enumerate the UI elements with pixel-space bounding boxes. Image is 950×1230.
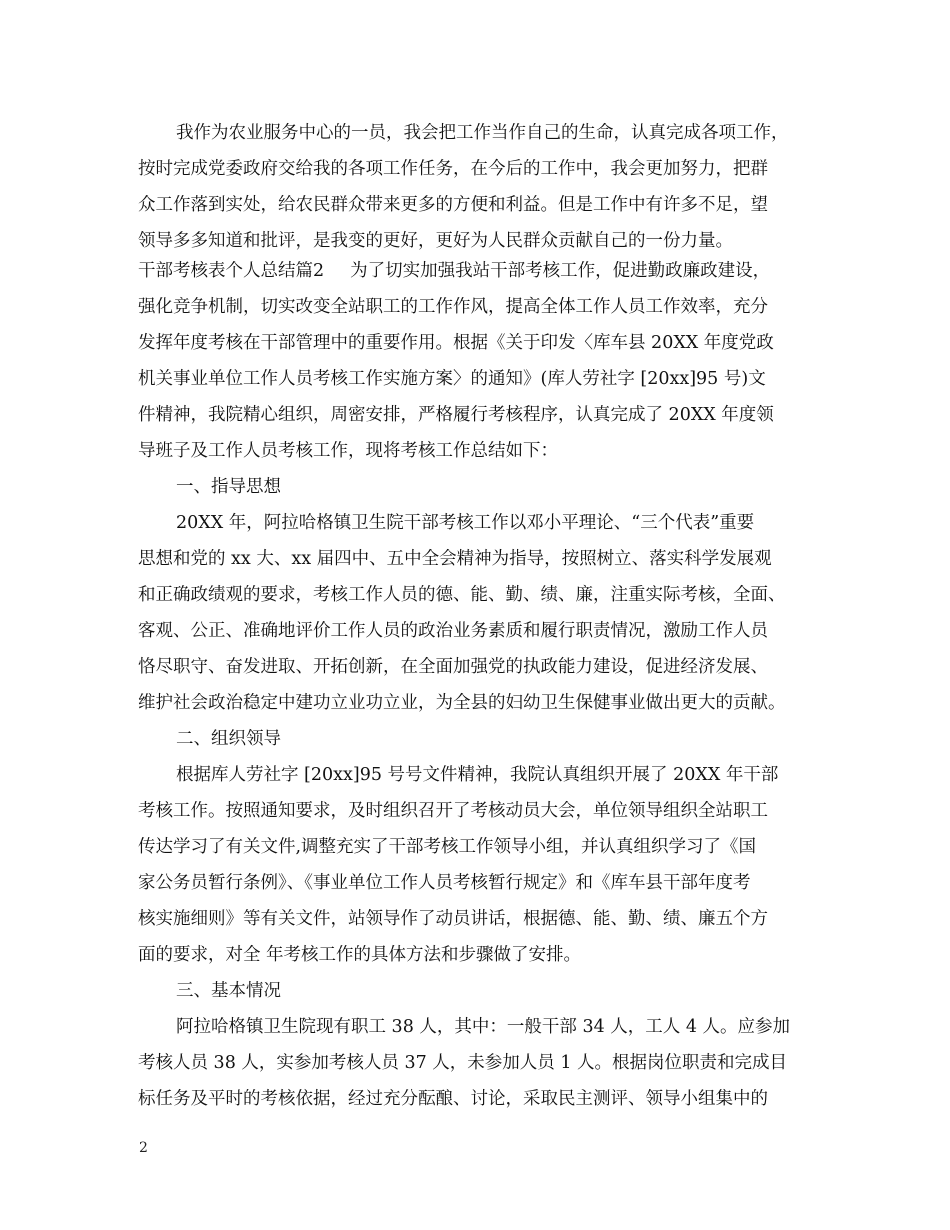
paragraph-line: 维护社会政治稳定中建功立业功立业，为全县的妇幼卫生保健事业做出更大的贡献。 <box>138 693 786 713</box>
paragraph-line: 考核人员 38 人，实参加考核人员 37 人，未参加人员 1 人。根据岗位职责和完成目 <box>138 1053 788 1073</box>
paragraph-line: 标任务及平时的考核依据，经过充分酝酿、讨论，采取民主测评、领导小组集中的 <box>138 1089 768 1109</box>
document-body <box>138 115 823 1117</box>
paragraph-line: 件精神，我院精心组织，周密安排，严格履行考核程序，认真完成了 20XX 年度领 <box>138 405 774 425</box>
paragraph-line: 发挥年度考核在干部管理中的重要作用。根据《关于印发〈库车县 20XX 年度党政 <box>138 333 774 353</box>
section-heading: 一、指导思想 <box>176 477 281 497</box>
paragraph-line: 和正确政绩观的要求，考核工作人员的德、能、勤、绩、廉，注重实际考核，全面、 <box>138 585 786 605</box>
paragraph-line: 机关事业单位工作人员考核工作实施方案〉的通知》(库人劳社字 [20xx]95 号)文 <box>138 369 766 389</box>
paragraph-line: 核实施细则》等有关文件，站领导作了动员讲话，根据德、能、勤、绩、廉五个方 <box>138 909 768 929</box>
page-number: 2 <box>139 1140 148 1156</box>
paragraph-line <box>138 253 823 289</box>
paragraph-line: 按时完成党委政府交给我的各项工作任务，在今后的工作中，我会更加努力，把群 <box>138 159 768 179</box>
paragraph-line: 思想和党的 xx 大、xx 届四中、五中全会精神为指导，按照树立、落实科学发展观 <box>138 549 772 569</box>
paragraph-line: 领导多多知道和批评，是我变的更好，更好为人民群众贡献自己的一份力量。 <box>138 231 733 251</box>
paragraph-line: 面的要求，对全 年考核工作的具体方法和步骤做了安排。 <box>138 945 582 965</box>
paragraph-line: 考核工作。按照通知要求，及时组织召开了考核动员大会，单位领导组织全站职工 <box>138 801 768 821</box>
section-heading: 三、基本情况 <box>176 981 281 1001</box>
paragraph-line: 20XX 年，阿拉哈格镇卫生院干部考核工作以邓小平理论、“三个代表”重要 <box>176 513 755 533</box>
paragraph-line: 导班子及工作人员考核工作，现将考核工作总结如下： <box>138 441 558 461</box>
paragraph-line: 客观、公正、准确地评价工作人员的政治业务素质和履行职责情况，激励工作人员 <box>138 621 768 641</box>
paragraph-line: 根据库人劳社字 [20xx]95 号号文件精神，我院认真组织开展了 20XX 年干部 <box>176 765 779 785</box>
paragraph-line: 恪尽职守、奋发进取、开拓创新，在全面加强党的执政能力建设，促进经济发展、 <box>138 657 768 677</box>
paragraph-line: 家公务员暂行条例》、《事业单位工作人员考核暂行规定》和《库车县干部年度考 <box>138 873 751 893</box>
paragraph-line: 强化竞争机制，切实改变全站职工的工作作风，提高全体工作人员工作效率，充分 <box>138 297 768 317</box>
paragraph-text: 为了切实加强我站干部考核工作，促进勤政廉政建设， <box>350 261 771 281</box>
paragraph-line: 传达学习了有关文件,调整充实了干部考核工作领导小组，并认真组织学习了《国 <box>138 837 757 857</box>
paragraph-line: 众工作落到实处，给农民群众带来更多的方便和利益。但是工作中有许多不足，望 <box>138 195 768 215</box>
paragraph-line: 阿拉哈格镇卫生院现有职工 38 人，其中：一般干部 34 人，工人 4 人。应参加 <box>176 1017 791 1037</box>
paragraph-line: 我作为农业服务中心的一员，我会把工作当作自己的生命，认真完成各项工作， <box>176 123 789 143</box>
section-heading: 二、组织领导 <box>176 729 281 749</box>
section-title: 干部考核表个人总结篇2 <box>138 261 325 281</box>
